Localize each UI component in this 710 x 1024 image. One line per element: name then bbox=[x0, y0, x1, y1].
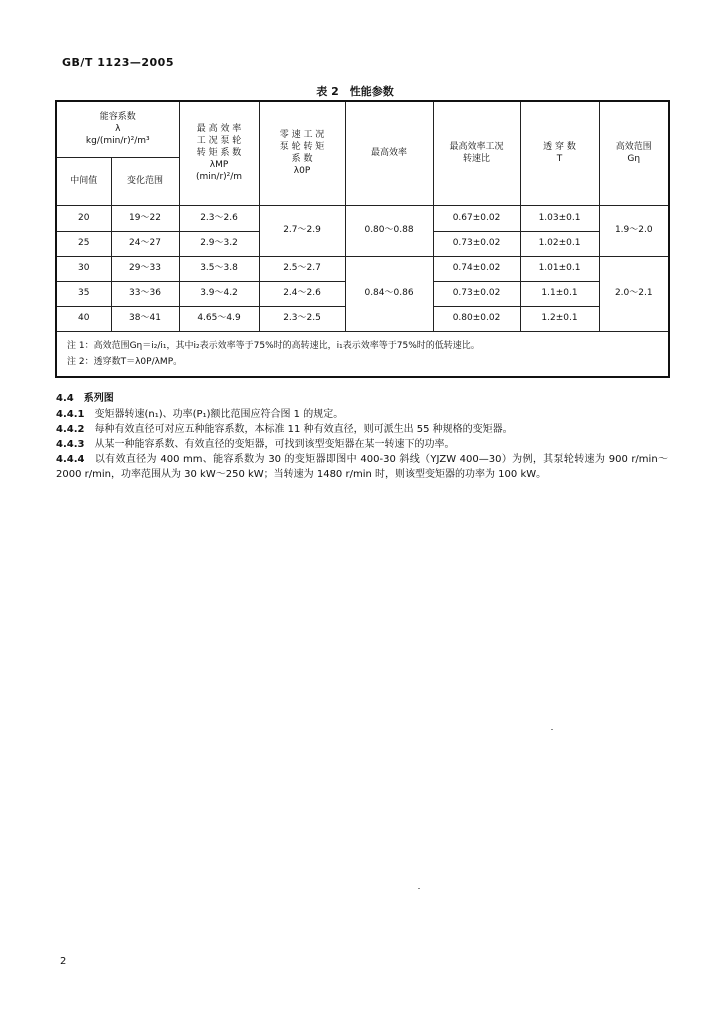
cell-transparency: 1.2±0.1 bbox=[520, 306, 599, 331]
cell-max-efficiency: 0.80～0.88 bbox=[345, 205, 433, 256]
cell-range: 19～22 bbox=[111, 205, 179, 231]
cell-zero-speed: 2.4～2.6 bbox=[259, 281, 345, 306]
table-notes bbox=[56, 331, 669, 377]
paragraph bbox=[56, 407, 668, 422]
cell-typical: 25 bbox=[56, 231, 111, 256]
paragraph bbox=[56, 452, 668, 482]
table-title: 表 2 性能参数 bbox=[316, 85, 394, 98]
cell-transparency: 1.01±0.1 bbox=[520, 256, 599, 281]
cell-speed-ratio: 0.67±0.02 bbox=[433, 205, 520, 231]
cell-typical: 35 bbox=[56, 281, 111, 306]
clause-number: 4.4.2 bbox=[56, 424, 85, 435]
header-transparency: 透 穿 数 T bbox=[520, 101, 599, 205]
header-capacity-typical: 中间值 bbox=[56, 157, 111, 205]
cell-transparency: 1.1±0.1 bbox=[520, 281, 599, 306]
cell-max-eff-torque: 2.9～3.2 bbox=[179, 231, 259, 256]
page-number: 2 bbox=[60, 956, 67, 967]
cell-max-efficiency: 0.84～0.86 bbox=[345, 256, 433, 331]
cell-max-eff-torque: 4.65～4.9 bbox=[179, 306, 259, 331]
table-row bbox=[56, 205, 669, 231]
header-high-eff-range: 高效范围 Gη bbox=[599, 101, 669, 205]
header-capacity-range: 变化范围 bbox=[111, 157, 179, 205]
cell-range: 38～41 bbox=[111, 306, 179, 331]
cell-max-eff-torque: 3.5～3.8 bbox=[179, 256, 259, 281]
cell-range: 24～27 bbox=[111, 231, 179, 256]
performance-table bbox=[55, 100, 670, 378]
cell-typical: 20 bbox=[56, 205, 111, 231]
header-zero-speed-torque: 零 速 工 况 泵 轮 转 矩 系 数 λ0P bbox=[259, 101, 345, 205]
cell-transparency: 1.02±0.1 bbox=[520, 231, 599, 256]
table-note: 注 2：透穿数T＝λ0P/λMP。 bbox=[67, 356, 183, 367]
cell-high-eff-range: 2.0～2.1 bbox=[599, 256, 669, 331]
cell-speed-ratio: 0.73±0.02 bbox=[433, 231, 520, 256]
cell-max-eff-torque: 3.9～4.2 bbox=[179, 281, 259, 306]
scan-speck bbox=[418, 888, 420, 889]
header-max-efficiency: 最高效率 bbox=[345, 101, 433, 205]
cell-zero-speed: 2.3～2.5 bbox=[259, 306, 345, 331]
standard-code: GB/T 1123—2005 bbox=[62, 56, 174, 69]
cell-speed-ratio: 0.80±0.02 bbox=[433, 306, 520, 331]
clause-number: 4.4.1 bbox=[56, 409, 85, 420]
clause-text: 从某一种能容系数、有效直径的变矩器，可找到该型变矩器在某一转速下的功率。 bbox=[94, 439, 455, 450]
table-row bbox=[56, 256, 669, 281]
cell-speed-ratio: 0.74±0.02 bbox=[433, 256, 520, 281]
header-capacity: 能容系数 λ kg/(min/r)²/m³ bbox=[56, 101, 179, 157]
header-max-eff-torque: 最 高 效 率 工 况 泵 轮 转 矩 系 数 λMP (min/r)²/m bbox=[179, 101, 259, 205]
header-speed-ratio: 最高效率工况 转速比 bbox=[433, 101, 520, 205]
scan-speck bbox=[551, 729, 553, 730]
cell-typical: 30 bbox=[56, 256, 111, 281]
cell-range: 33～36 bbox=[111, 281, 179, 306]
cell-high-eff-range: 1.9～2.0 bbox=[599, 205, 669, 256]
section-heading: 4.4 系列图 bbox=[56, 393, 114, 404]
cell-typical: 40 bbox=[56, 306, 111, 331]
table-note: 注 1：高效范围Gη＝i₂/i₁，其中i₂表示效率等于75%时的高转速比，i₁表示效率等于75%时的低转速比。 bbox=[67, 340, 480, 351]
paragraph bbox=[56, 422, 668, 437]
cell-zero-speed: 2.5～2.7 bbox=[259, 256, 345, 281]
cell-speed-ratio: 0.73±0.02 bbox=[433, 281, 520, 306]
paragraph bbox=[56, 437, 668, 452]
clause-text: 每种有效直径可对应五种能容系数，本标准 11 种有效直径，则可派生出 55 种规格的变矩器。 bbox=[94, 424, 513, 435]
section-body bbox=[56, 407, 668, 482]
clause-text: 以有效直径为 400 mm、能容系数为 30 的变矩器即图中 400-30 斜线（YJZW 400—30）为例，其泵轮转速为 900 r/min～2000 r/min，功率范围从为 30 kW～250 kW；当转速为 1480 r/min 时，则该型变矩器的功率为 100 kW。 bbox=[56, 454, 668, 480]
cell-zero-speed: 2.7～2.9 bbox=[259, 205, 345, 256]
cell-range: 29～33 bbox=[111, 256, 179, 281]
cell-transparency: 1.03±0.1 bbox=[520, 205, 599, 231]
clause-text: 变矩器转速(n₁)、功率(P₁)额比范围应符合图 1 的规定。 bbox=[94, 409, 344, 420]
clause-number: 4.4.3 bbox=[56, 439, 85, 450]
clause-number: 4.4.4 bbox=[56, 454, 85, 465]
cell-max-eff-torque: 2.3～2.6 bbox=[179, 205, 259, 231]
